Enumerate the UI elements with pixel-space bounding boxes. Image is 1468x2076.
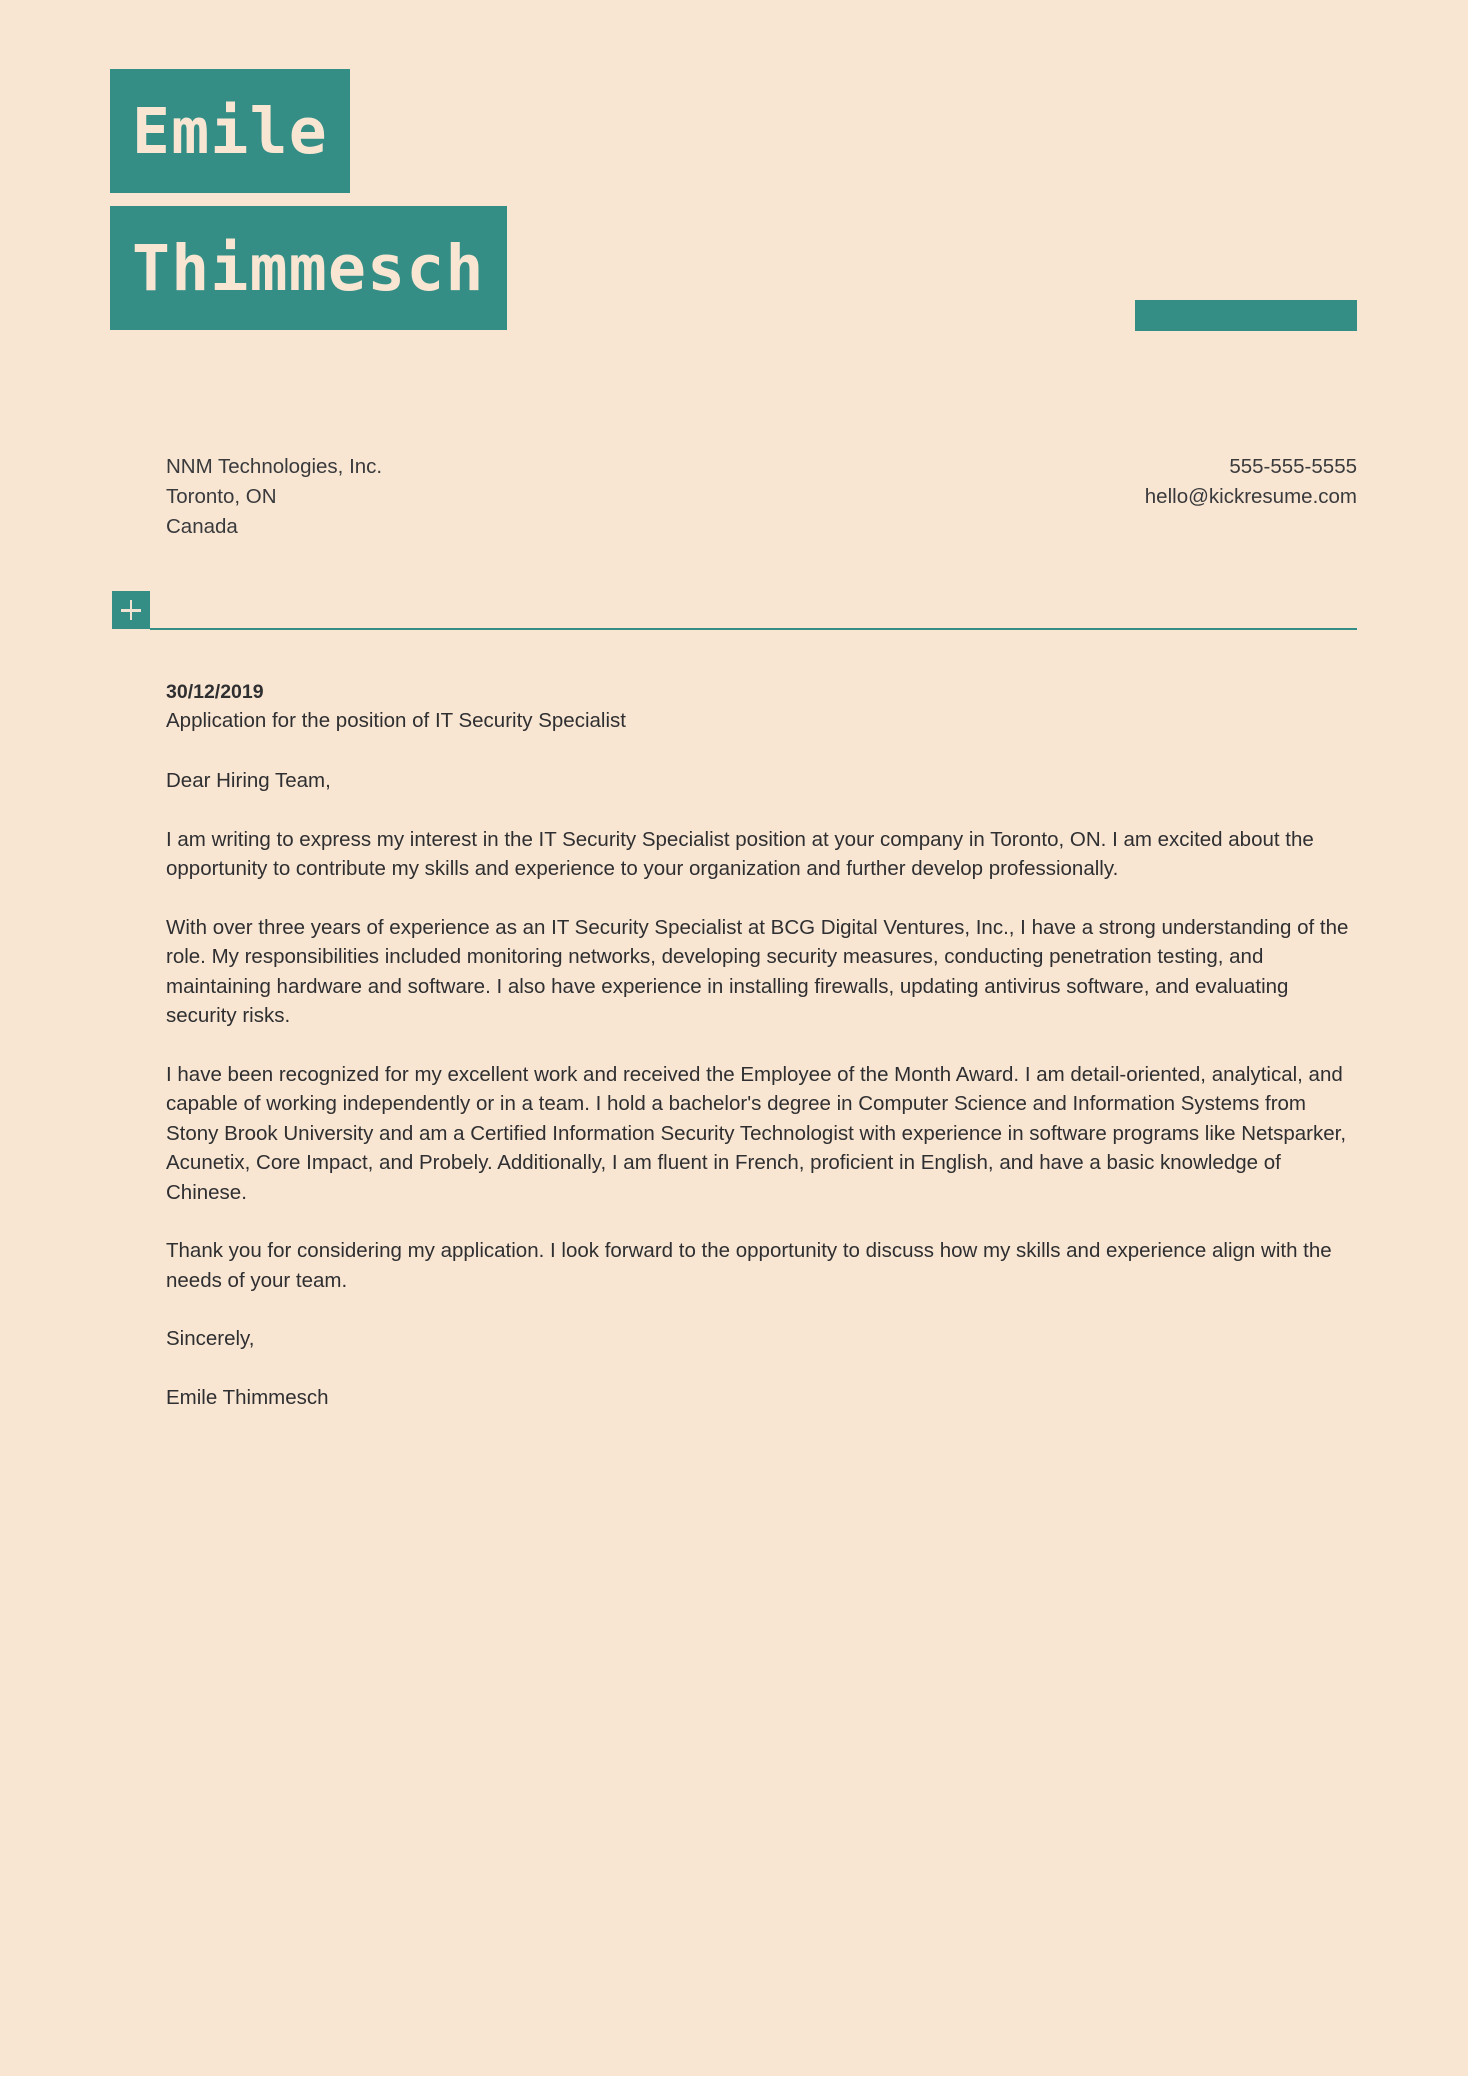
letter-date: 30/12/2019 <box>166 681 264 703</box>
section-divider <box>112 591 1357 633</box>
accent-bar <box>1135 300 1357 331</box>
first-name-block: Emile <box>110 69 350 193</box>
sender-phone: 555-555-5555 <box>1229 455 1357 478</box>
letter-paragraph-4: Thank you for considering my application. I look forward to the opportunity to discuss how my skills and experience align with the needs of your team. <box>166 1239 1332 1292</box>
recipient-city: Toronto, ON <box>166 485 277 508</box>
letter-signature: Emile Thimmesch <box>166 1385 329 1409</box>
last-name-block: Thimmesch <box>110 206 507 330</box>
letter-paragraph-2: With over three years of experience as an IT Security Specialist at BCG Digital Ventures, Inc., I have a strong understanding of the role. My responsibilities included monitoring networks, developing security measures, conducting penetration testing, and maintaining hardware and software. I also have experience in installing firewalls, updating antivirus software, and evaluating security risks. <box>166 915 1349 1027</box>
letter-salutation: Dear Hiring Team, <box>166 769 331 792</box>
letter-body <box>166 678 1362 1412</box>
letter-paragraph-1: I am writing to express my interest in the IT Security Specialist position at your company in Toronto, ON. I am excited about the opportunity to contribute my skills and experience to your organization and further develop professionally. <box>166 827 1314 880</box>
letter-closing: Sincerely, <box>166 1327 255 1350</box>
contact-block <box>166 452 1357 542</box>
recipient-address <box>166 452 382 542</box>
letter-paragraph-3: I have been recognized for my excellent work and received the Employee of the Month Award. I am detail-oriented, analytical, and capable of working independently or in a team. I hold a bachelor's degree in Computer Science and Information Systems from Stony Brook University and am a Certified Information Security Technologist with experience in software programs like Netsparker, Acunetix, Core Impact, and Probely. Additionally, I am fluent in French, proficient in English, and have a basic knowledge of Chinese. <box>166 1062 1347 1204</box>
divider-line <box>150 628 1357 631</box>
sender-contact <box>1145 452 1357 512</box>
sender-email: hello@kickresume.com <box>1144 485 1357 508</box>
plus-icon <box>112 591 150 629</box>
recipient-country: Canada <box>166 515 238 538</box>
recipient-company: NNM Technologies, Inc. <box>166 455 383 478</box>
letter-subject: Application for the position of IT Security Specialist <box>166 709 626 732</box>
